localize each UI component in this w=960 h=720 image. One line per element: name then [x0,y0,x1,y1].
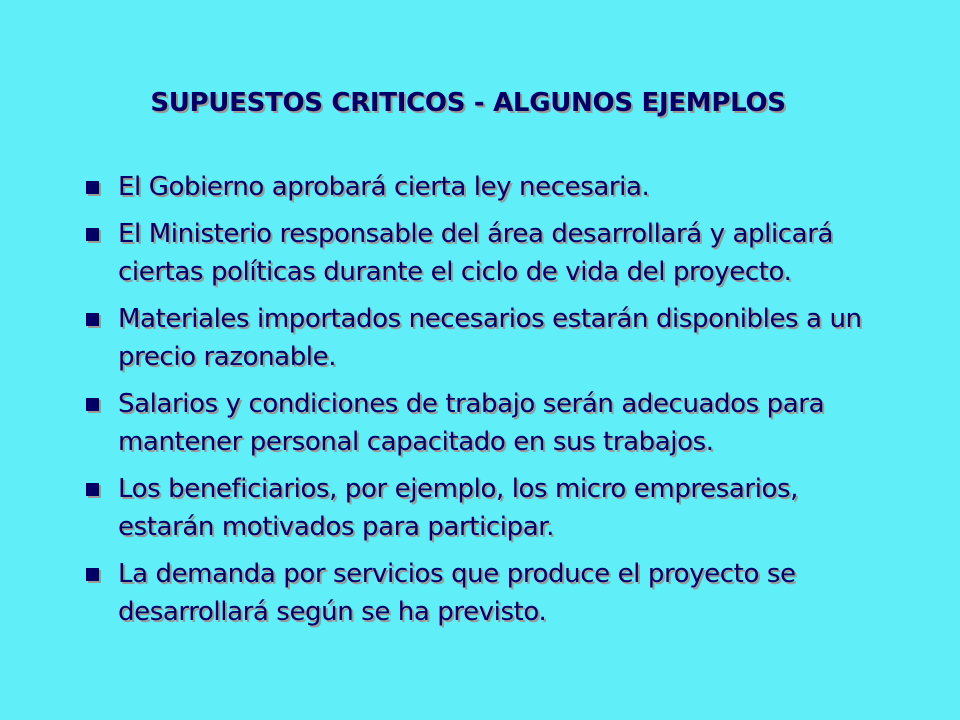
square-bullet-icon [86,181,99,194]
square-bullet-icon [86,483,99,496]
square-bullet-icon [86,228,99,241]
bullet-item [86,168,886,206]
bullet-item [86,470,886,546]
bullet-text: El Gobierno aprobará cierta ley necesaria. [118,172,650,202]
bullet-item [86,215,886,291]
bullet-item [86,555,886,631]
bullet-text: El Ministerio responsable del área desarrollará y aplicará ciertas políticas durante el ciclo de vida del proyecto. [118,219,834,287]
bullet-item [86,385,886,461]
bullet-text: Salarios y condiciones de trabajo serán adecuados para mantener personal capacitado en sus trabajos. [118,389,825,457]
slide-title: SUPUESTOS CRITICOS - ALGUNOS EJEMPLOS [150,88,786,118]
bullet-item [86,300,886,376]
bullet-text: Materiales importados necesarios estarán disponibles a un precio razonable. [118,304,862,372]
bullet-text: Los beneficiarios, por ejemplo, los micro empresarios, estarán motivados para participar. [118,474,799,542]
square-bullet-icon [86,313,99,326]
bullet-text: La demanda por servicios que produce el proyecto se desarrollará según se ha previsto. [118,559,796,627]
square-bullet-icon [86,568,99,581]
square-bullet-icon [86,398,99,411]
bullet-list [86,168,886,640]
